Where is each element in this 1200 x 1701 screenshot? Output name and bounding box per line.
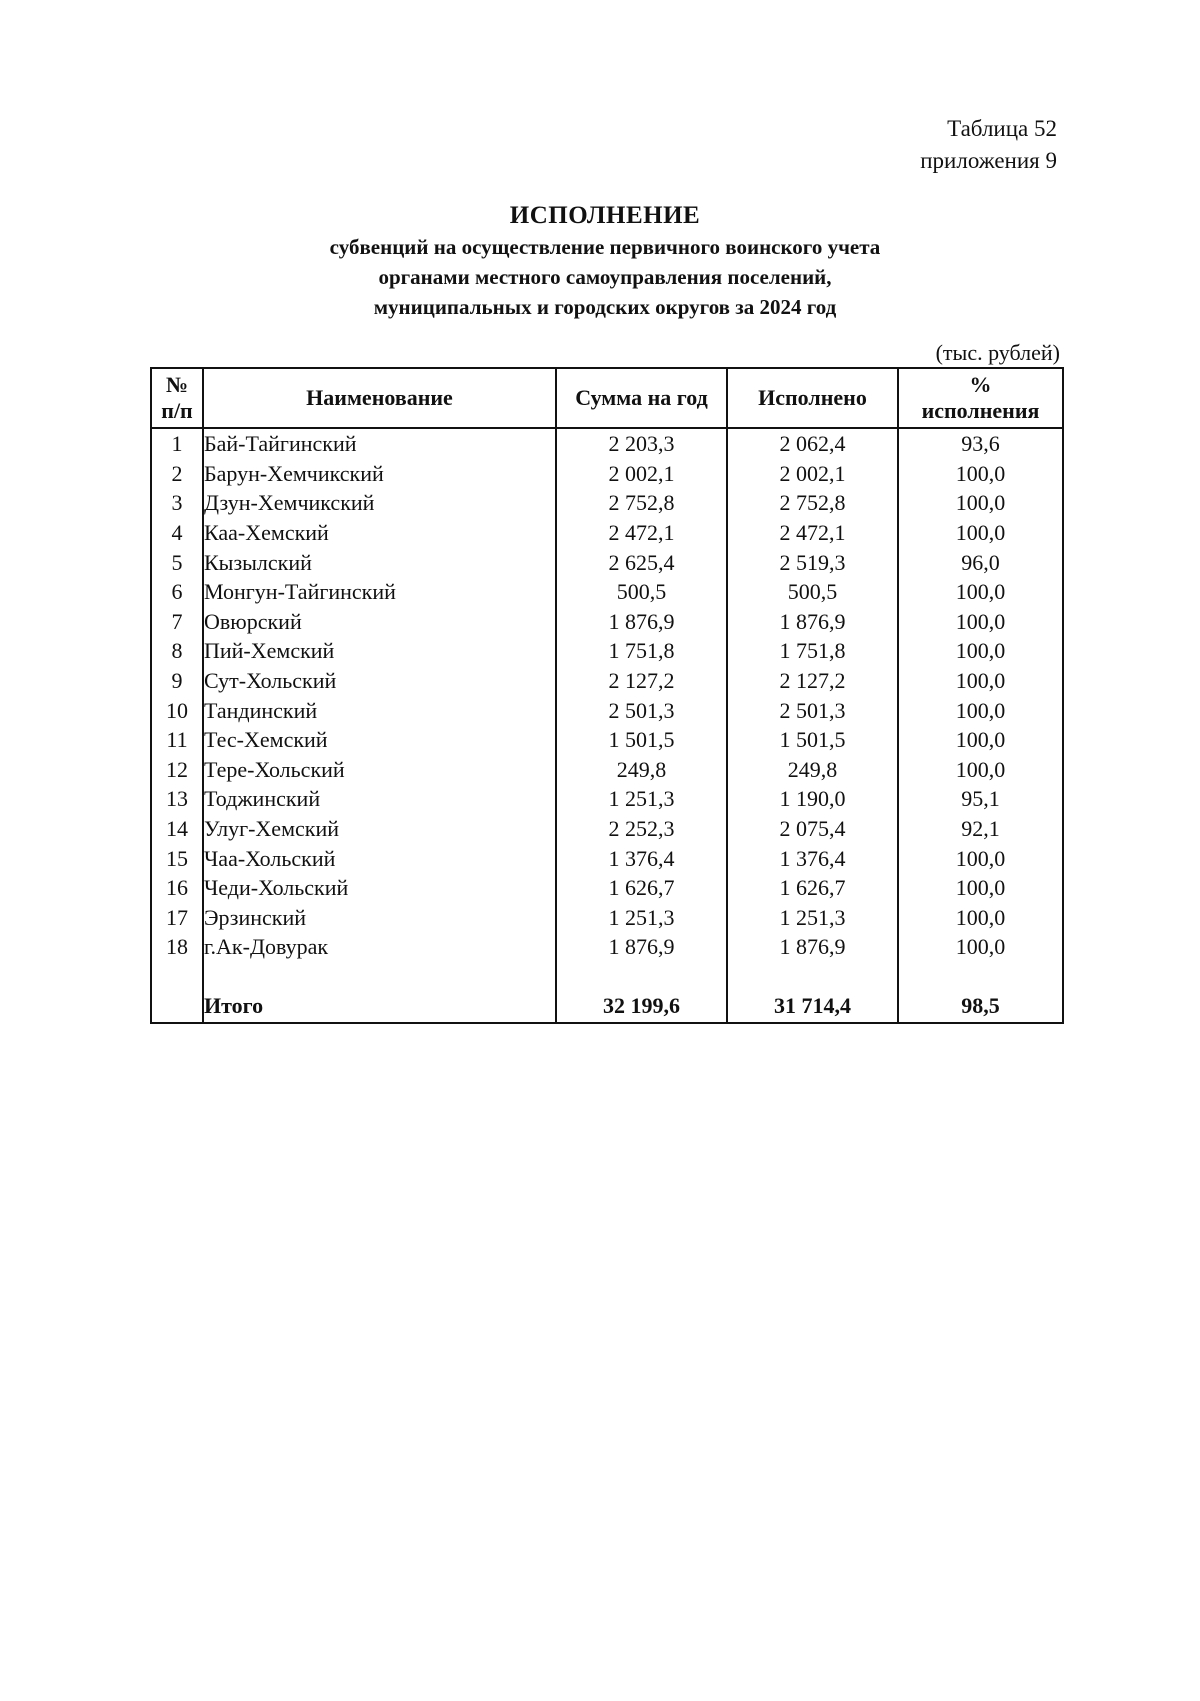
row-name: Тес-Хемский <box>203 725 556 755</box>
table-row <box>151 814 1063 844</box>
row-name: Монгун-Тайгинский <box>203 577 556 607</box>
row-percent: 100,0 <box>898 695 1063 725</box>
total-number-cell <box>151 962 203 1023</box>
row-percent: 92,1 <box>898 814 1063 844</box>
row-done: 1 190,0 <box>727 784 898 814</box>
row-number: 12 <box>151 755 203 785</box>
table-body <box>151 428 1063 1023</box>
row-done: 2 002,1 <box>727 459 898 489</box>
title-line-1: субвенций на осуществление первичного воинского учета <box>329 235 881 259</box>
row-percent: 100,0 <box>898 459 1063 489</box>
row-percent: 95,1 <box>898 784 1063 814</box>
header-number <box>151 368 203 428</box>
row-number: 11 <box>151 725 203 755</box>
row-number: 4 <box>151 518 203 548</box>
row-name: Тандинский <box>203 695 556 725</box>
table-row <box>151 725 1063 755</box>
row-percent: 96,0 <box>898 547 1063 577</box>
row-name: г.Ак-Довурак <box>203 932 556 962</box>
row-percent: 100,0 <box>898 577 1063 607</box>
table-row <box>151 873 1063 903</box>
total-label: Итого <box>203 962 556 1023</box>
row-done: 2 075,4 <box>727 814 898 844</box>
row-percent: 100,0 <box>898 518 1063 548</box>
table-row <box>151 666 1063 696</box>
row-percent: 100,0 <box>898 607 1063 637</box>
row-sum: 1 376,4 <box>556 843 727 873</box>
row-done: 2 752,8 <box>727 488 898 518</box>
row-done: 1 876,9 <box>727 932 898 962</box>
row-name: Пий-Хемский <box>203 636 556 666</box>
row-sum: 1 751,8 <box>556 636 727 666</box>
row-number: 1 <box>151 428 203 459</box>
row-name: Кызылский <box>203 547 556 577</box>
row-number: 6 <box>151 577 203 607</box>
row-sum: 249,8 <box>556 755 727 785</box>
header-number-line1: № <box>165 372 189 397</box>
row-percent: 100,0 <box>898 932 1063 962</box>
row-number: 8 <box>151 636 203 666</box>
header-sum: Сумма на год <box>556 368 727 428</box>
table-row <box>151 607 1063 637</box>
row-sum: 2 501,3 <box>556 695 727 725</box>
row-number: 16 <box>151 873 203 903</box>
table-row <box>151 784 1063 814</box>
row-done: 249,8 <box>727 755 898 785</box>
row-number: 10 <box>151 695 203 725</box>
row-sum: 1 251,3 <box>556 784 727 814</box>
row-name: Чеди-Хольский <box>203 873 556 903</box>
row-name: Чаа-Хольский <box>203 843 556 873</box>
row-name: Дзун-Хемчикский <box>203 488 556 518</box>
row-done: 1 501,5 <box>727 725 898 755</box>
title-line-3: муниципальных и городских округов за 2024 год <box>373 295 837 319</box>
row-done: 2 062,4 <box>727 428 898 459</box>
row-sum: 1 876,9 <box>556 607 727 637</box>
table-row <box>151 843 1063 873</box>
header-done: Исполнено <box>727 368 898 428</box>
row-number: 14 <box>151 814 203 844</box>
row-name: Эрзинский <box>203 903 556 933</box>
total-done: 31 714,4 <box>727 962 898 1023</box>
row-name: Тере-Хольский <box>203 755 556 785</box>
table-row <box>151 518 1063 548</box>
row-sum: 1 876,9 <box>556 932 727 962</box>
row-percent: 100,0 <box>898 488 1063 518</box>
row-percent: 100,0 <box>898 903 1063 933</box>
row-number: 17 <box>151 903 203 933</box>
row-name: Улуг-Хемский <box>203 814 556 844</box>
row-percent: 100,0 <box>898 666 1063 696</box>
row-percent: 100,0 <box>898 636 1063 666</box>
table-row <box>151 636 1063 666</box>
row-done: 1 251,3 <box>727 903 898 933</box>
row-sum: 2 127,2 <box>556 666 727 696</box>
table-row <box>151 488 1063 518</box>
table-row <box>151 755 1063 785</box>
row-sum: 2 252,3 <box>556 814 727 844</box>
row-percent: 100,0 <box>898 725 1063 755</box>
row-name: Сут-Хольский <box>203 666 556 696</box>
header-percent-line2: исполнения <box>921 398 1040 423</box>
table-row <box>151 577 1063 607</box>
header-number-line2: п/п <box>161 398 193 423</box>
row-done: 1 876,9 <box>727 607 898 637</box>
table-number-label: Таблица 52 <box>947 116 1057 141</box>
row-done: 2 519,3 <box>727 547 898 577</box>
row-done: 1 751,8 <box>727 636 898 666</box>
row-name: Барун-Хемчикский <box>203 459 556 489</box>
row-sum: 1 501,5 <box>556 725 727 755</box>
table-row <box>151 428 1063 459</box>
table-row <box>151 459 1063 489</box>
row-number: 2 <box>151 459 203 489</box>
row-name: Тоджинский <box>203 784 556 814</box>
row-done: 1 376,4 <box>727 843 898 873</box>
row-sum: 2 625,4 <box>556 547 727 577</box>
total-row <box>151 962 1063 1023</box>
total-percent: 98,5 <box>898 962 1063 1023</box>
table-row <box>151 903 1063 933</box>
row-name: Каа-Хемский <box>203 518 556 548</box>
title-line-2: органами местного самоуправления поселений, <box>378 265 832 289</box>
row-number: 18 <box>151 932 203 962</box>
header-name: Наименование <box>203 368 556 428</box>
row-percent: 100,0 <box>898 843 1063 873</box>
row-sum: 1 626,7 <box>556 873 727 903</box>
row-percent: 100,0 <box>898 873 1063 903</box>
row-done: 1 626,7 <box>727 873 898 903</box>
row-done: 2 127,2 <box>727 666 898 696</box>
row-number: 5 <box>151 547 203 577</box>
total-sum: 32 199,6 <box>556 962 727 1023</box>
row-number: 9 <box>151 666 203 696</box>
execution-table <box>150 367 1064 1024</box>
row-name: Овюрский <box>203 607 556 637</box>
table-row <box>151 695 1063 725</box>
row-number: 13 <box>151 784 203 814</box>
table-row <box>151 547 1063 577</box>
row-number: 3 <box>151 488 203 518</box>
row-sum: 2 002,1 <box>556 459 727 489</box>
row-sum: 2 472,1 <box>556 518 727 548</box>
row-sum: 2 752,8 <box>556 488 727 518</box>
row-done: 2 501,3 <box>727 695 898 725</box>
title-main: ИСПОЛНЕНИЕ <box>509 202 701 229</box>
row-number: 15 <box>151 843 203 873</box>
row-done: 500,5 <box>727 577 898 607</box>
header-row <box>151 368 1063 428</box>
row-percent: 93,6 <box>898 428 1063 459</box>
header-percent-line1: % <box>969 372 992 397</box>
row-sum: 1 251,3 <box>556 903 727 933</box>
table-row <box>151 932 1063 962</box>
row-sum: 500,5 <box>556 577 727 607</box>
row-number: 7 <box>151 607 203 637</box>
row-sum: 2 203,3 <box>556 428 727 459</box>
row-done: 2 472,1 <box>727 518 898 548</box>
row-percent: 100,0 <box>898 755 1063 785</box>
page-reference <box>920 113 1057 177</box>
document-title <box>150 200 1060 322</box>
row-name: Бай-Тайгинский <box>203 428 556 459</box>
table-header <box>151 368 1063 428</box>
header-percent <box>898 368 1063 428</box>
appendix-label: приложения 9 <box>920 148 1057 173</box>
units-label: (тыс. рублей) <box>935 340 1060 365</box>
